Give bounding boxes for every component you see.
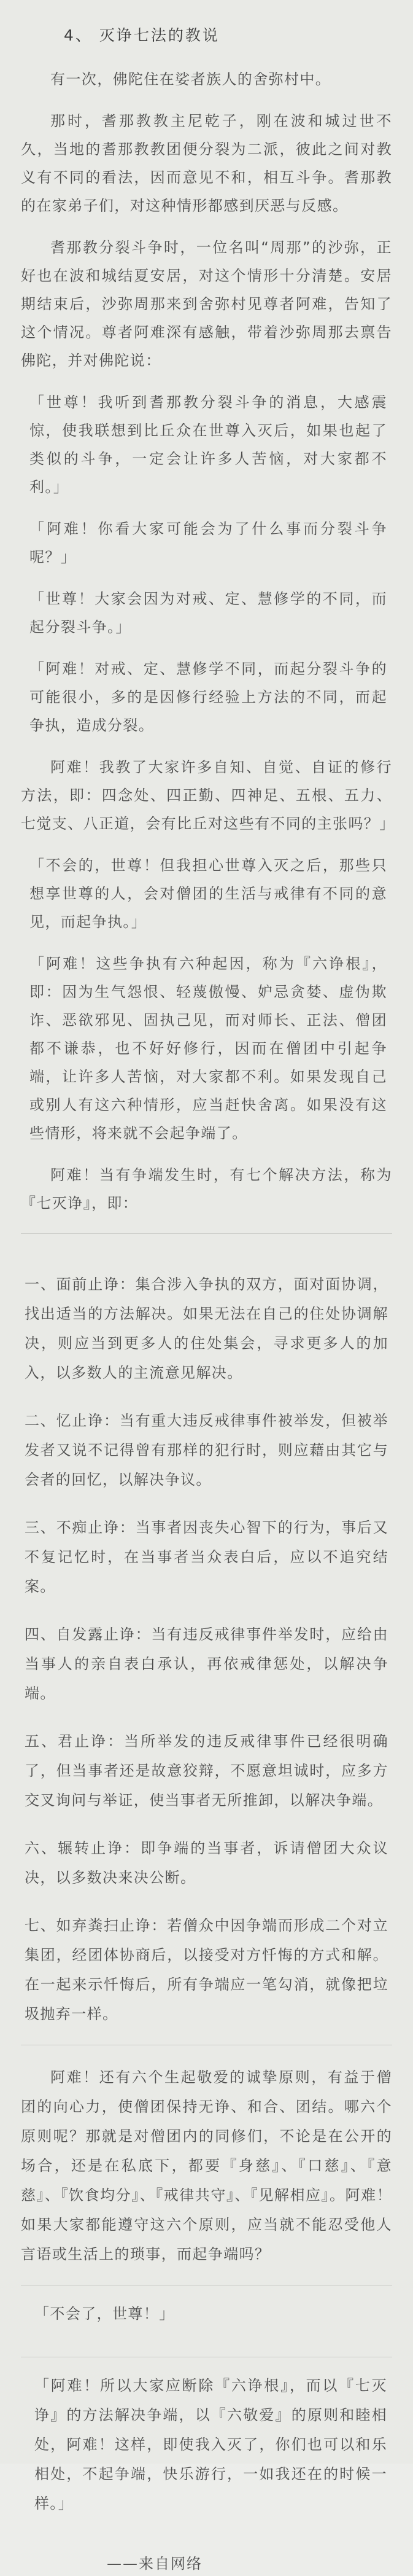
method-item: 一、面前止诤：集合涉入争执的双方，面对面协调，找出适当的方法解决。如果无法在自己的住处协调解决，则应当到更多人的住处集会，寻求更多人的加入，以多数人的主流意见解决。 xyxy=(25,1276,388,1381)
method-item: 七、如弃粪扫止诤：若僧众中因争端而形成二个对立集团，经团体协商后，以接受对方忏悔的方式和解。在一起来示忏悔后，所有争端应一笔勾消，就像把垃圾抛弃一样。 xyxy=(25,1917,388,2023)
dialogue-paragraph: 「阿难！这些争执有六种起因，称为『六诤根』，即：因为生气怨恨、轻蔑傲慢、妒忌贪婪、虚伪欺诈、恶欲邪见、固执己见，而对师长、正法、僧团都不谦恭，也不好好修行，因而在僧团中引起争端，让许多人苦恼，对大家都不利。如果发现自己或别人有这六种情形，应当赶快舍离。如果没有这些情形，将来就不会起争端了。 xyxy=(29,955,387,1142)
paragraph: 那时，耆那教教主尼乾子，刚在波和城过世不久，当地的耆那教教团便分裂为二派，彼此之间对教义有不同的看法，因而意见不和，相互斗争。耆那教的在家弟子们，对这种情形都感到厌恶与反感。 xyxy=(21,112,392,214)
method-item: 五、君止诤：当所举发的违反戒律事件已经很明确了，但当事者还是故意狡辩，不愿意坦诚时，应多方交叉询问与举证，使当事者无所推卸，以解决争端。 xyxy=(25,1733,388,1809)
dialogue-paragraph: 「不会的，世尊！但我担心世尊入灭之后，那些只想享世尊的人，会对僧团的生活与戒律有不同的意见，而起争执。」 xyxy=(29,857,387,931)
paragraph: 耆那教分裂斗争时，一位名叫“周那”的沙弥，正好也在波和城结夏安居，对这个情形十分清楚。安居期结束后，沙弥周那来到舍弥村见尊者阿难，告知了这个情况。尊者阿难深有感触，带着沙弥周那去禀告佛陀，并对佛陀说： xyxy=(21,239,392,369)
method-item: 二、忆止诤：当有重大违反戒律事件被举发，但被举发者又说不记得曾有那样的犯行时，则应藉由其它与会者的回忆，以解决争议。 xyxy=(25,1412,388,1488)
method-item: 三、不痴止诤：当事者因丧失心智下的行为，事后又不复记忆时，在当事者当众表白后，应以不追究结案。 xyxy=(25,1519,388,1595)
section-divider xyxy=(21,1233,392,1234)
method-item: 四、自发露止诤：当有违反戒律事件举发时，应给由当事人的亲自表白承认，再依戒律惩处，以解决争端。 xyxy=(25,1626,388,1702)
dialogue-paragraph: 「阿难！对戒、定、慧修学不同，而起分裂斗争的可能很小，多的是因修行经验上方法的不同，而起争执，造成分裂。 xyxy=(29,660,387,734)
dialogue-paragraph: 「世尊！大家会因为对戒、定、慧修学的不同，而起分裂斗争。」 xyxy=(29,590,387,636)
paragraph: 阿难！我教了大家许多自知、自觉、自证的修行方法，即：四念处、四正勤、四神足、五根、五力、七觉支、八正道，会有比丘对这些有不同的主张吗？」 xyxy=(21,759,395,832)
dialogue-paragraph: 「阿难！你看大家可能会为了什么事而分裂斗争呢？」 xyxy=(29,520,387,566)
article-title: 4、 灭诤七法的教说 xyxy=(64,26,220,44)
final-words-block: 「阿难！所以大家应断除『六诤根』，而以『七灭诤』的方法解决争端，以『六敬爱』的原则和睦相处，阿难！这样，即使我入灭了，你们也可以和乐相处，不起争端，快乐游行，一如我还在的时候一样。」 xyxy=(21,2357,392,2531)
paragraph: 阿难！当有争端发生时，有七个解决方法，称为『七灭诤』，即： xyxy=(21,1166,392,1212)
dialogue-paragraph: 「世尊！我听到耆那教分裂斗争的消息，大感震惊，使我联想到比丘众在世尊入灭后，如果也起了类似的斗争，一定会让许多人苦恼，对大家都不利。」 xyxy=(29,394,387,496)
paragraph: 有一次，佛陀住在娑者族人的舍弥村中。 xyxy=(50,71,331,88)
source-credit: ——来自网络 xyxy=(107,2555,203,2572)
reply-block: 「不会了，世尊！」 xyxy=(21,2285,392,2341)
method-item: 六、辗转止诤：即争端的当事者，诉请僧团大众议决，以多数决来决公断。 xyxy=(25,1840,388,1886)
closing-paragraph: 阿难！还有六个生起敬爱的诚挚原则，有益于僧团的向心力，使僧团保持无诤、和合、团结。哪六个原则呢？那就是对僧团内的同修们，不论是在公开的场合，还是在私底下，都要『身慈』、『口慈』、『意慈』、『饮食均分』、『戒律共守』、『见解相应』。阿难！如果大家都能遵守这六个原则，应当就不能忍受他人言语或生活上的琐事，而起争端吗？ xyxy=(21,2069,392,2263)
